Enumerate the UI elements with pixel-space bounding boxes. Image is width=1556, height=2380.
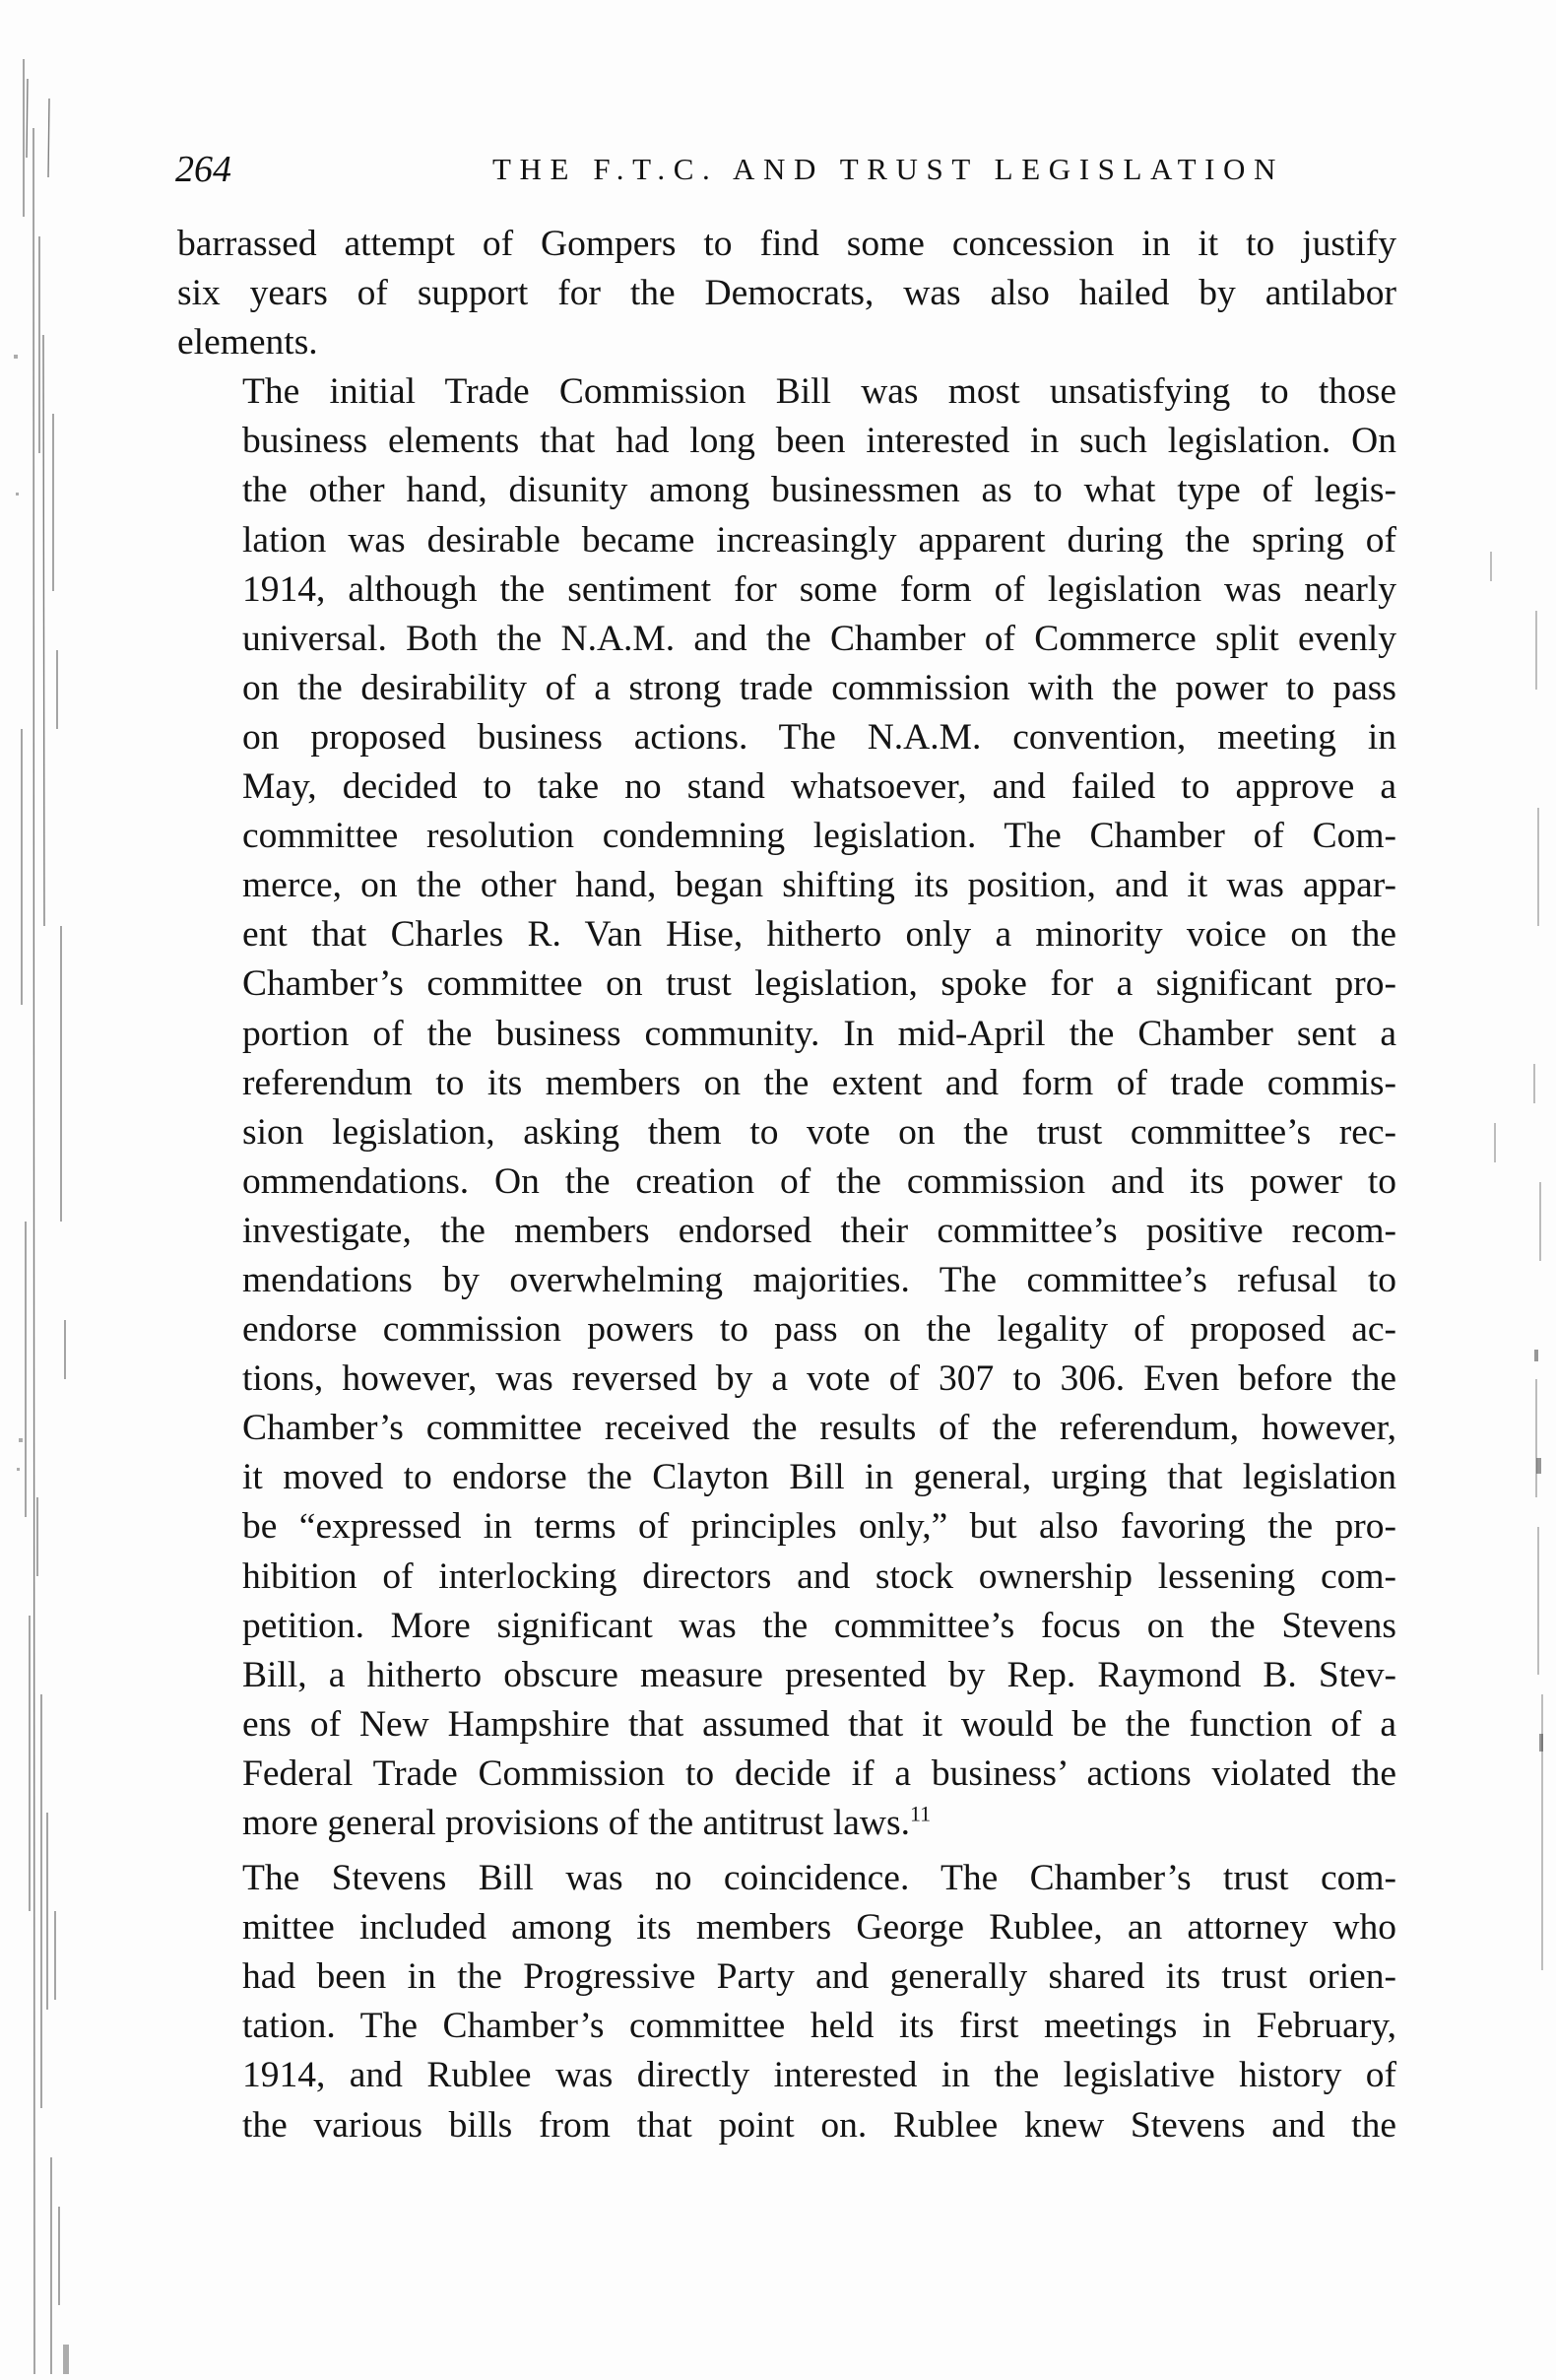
text-line: on proposed business actions. The N.A.M. convention, meeting in xyxy=(242,716,1396,758)
text-line: tation. The Chamber’s committee held its first meetings in February, xyxy=(242,2006,1396,2047)
text-line: ens of New Hampshire that assumed that it would be the function of a xyxy=(242,1703,1396,1745)
text-line: be “expressed in terms of principles only,” but also favoring the pro- xyxy=(242,1506,1396,1548)
text-line: more general provisions of the antitrust laws. xyxy=(242,1803,910,1843)
text-line: elements. xyxy=(177,322,318,364)
scan-edge-artifact-right xyxy=(1477,512,1546,2010)
text-line: tions, however, was reversed by a vote of 307 to 306. Even before the xyxy=(242,1358,1396,1400)
text-line: Bill, a hitherto obscure measure presented by Rep. Raymond B. Stev- xyxy=(242,1654,1396,1695)
text-line: Federal Trade Commission to decide if a business’ actions violated the xyxy=(242,1752,1396,1794)
text-line: committee resolution condemning legislation. The Chamber of Com- xyxy=(242,816,1396,857)
text-line: hibition of interlocking directors and stock ownership lessening com- xyxy=(242,1555,1396,1597)
text-line: the other hand, disunity among businessmen as to what type of legis- xyxy=(242,470,1396,511)
text-line: 1914, although the sentiment for some form of legislation was nearly xyxy=(242,568,1396,610)
text-line: 1914, and Rublee was directly interested in the legislative history of xyxy=(242,2055,1396,2096)
running-header xyxy=(175,148,1396,207)
text-line: mittee included among its members George Rublee, an attorney who xyxy=(242,1907,1396,1949)
running-head-title: THE F.T.C. AND TRUST LEGISLATION xyxy=(492,152,1285,186)
paragraph-2 xyxy=(177,367,1396,1848)
paragraph-3 xyxy=(177,1854,1396,2150)
text-line: business elements that had long been interested in such legislation. On xyxy=(242,421,1396,462)
text-line-with-footnote xyxy=(177,1799,1396,1848)
text-line: sion legislation, asking them to vote on the trust committee’s rec- xyxy=(242,1111,1396,1153)
footnote-reference[interactable]: 11 xyxy=(909,1801,932,1826)
text-line: the various bills from that point on. Rublee knew Stevens and the xyxy=(242,2104,1396,2146)
text-line: referendum to its members on the extent and form of trade commis- xyxy=(242,1062,1396,1103)
text-line: merce, on the other hand, began shifting its position, and it was appar- xyxy=(242,865,1396,906)
text-line: six years of support for the Democrats, was also hailed by antilabor xyxy=(177,273,1396,314)
text-line: ommendations. On the creation of the commission and its power to xyxy=(242,1160,1396,1202)
text-line: Chamber’s committee received the results of the referendum, however, xyxy=(242,1408,1396,1449)
text-line: had been in the Progressive Party and generally shared its trust orien- xyxy=(242,1956,1396,1998)
text-line: it moved to endorse the Clayton Bill in general, urging that legislation xyxy=(242,1457,1396,1498)
text-line: May, decided to take no stand whatsoever, and failed to approve a xyxy=(242,766,1396,808)
text-line: endorse commission powers to pass on the legality of proposed ac- xyxy=(242,1309,1396,1351)
text-line: The Stevens Bill was no coincidence. The Chamber’s trust com- xyxy=(242,1858,1396,1899)
scan-edge-artifact-left xyxy=(14,39,73,2380)
text-line: barrassed attempt of Gompers to find some concession in it to justify xyxy=(177,224,1396,264)
text-line: The initial Trade Commission Bill was most unsatisfying to those xyxy=(242,371,1396,413)
text-line: lation was desirable became increasingly apparent during the spring of xyxy=(242,519,1396,561)
text-line: on the desirability of a strong trade commission with the power to pass xyxy=(242,667,1396,708)
paragraph-1 xyxy=(177,220,1396,367)
page-number: 264 xyxy=(175,149,231,190)
text-line: mendations by overwhelming majorities. The committee’s refusal to xyxy=(242,1259,1396,1300)
text-line: investigate, the members endorsed their committee’s positive recom- xyxy=(242,1210,1396,1251)
text-line: ent that Charles R. Van Hise, hitherto only a minority voice on the xyxy=(242,914,1396,956)
text-line: Chamber’s committee on trust legislation, spoke for a significant pro- xyxy=(242,963,1396,1005)
text-line: universal. Both the N.A.M. and the Chamber of Commerce split evenly xyxy=(242,618,1396,659)
text-line: portion of the business community. In mid-April the Chamber sent a xyxy=(242,1013,1396,1054)
body-text xyxy=(177,220,1396,2150)
text-line: petition. More significant was the committee’s focus on the Stevens xyxy=(242,1605,1396,1646)
